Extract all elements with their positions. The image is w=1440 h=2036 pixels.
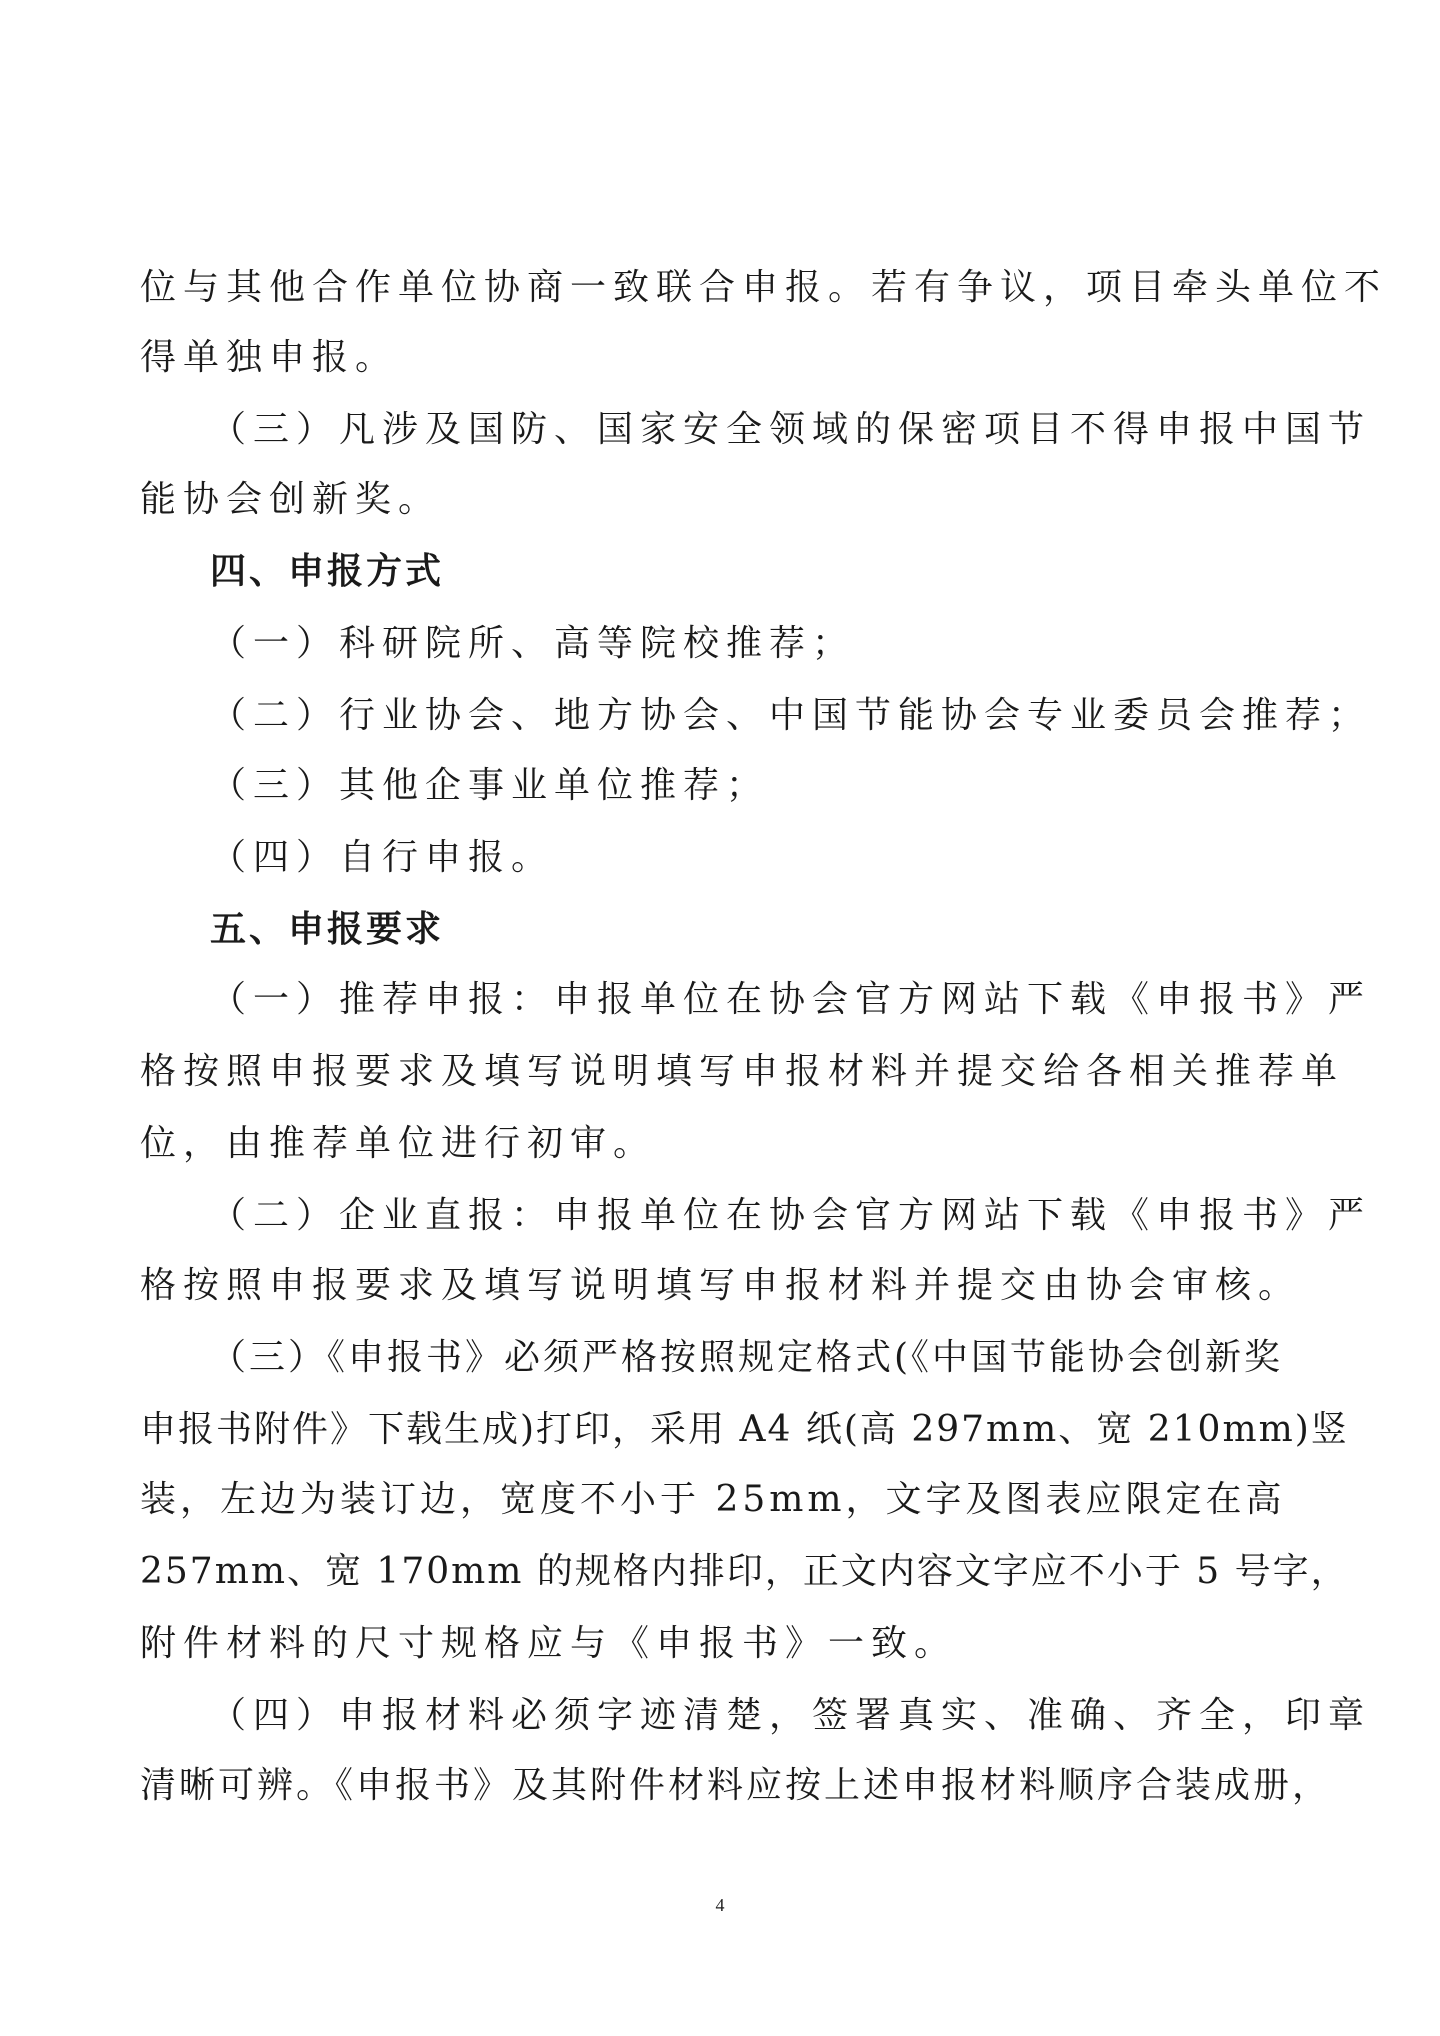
- paragraph-line: 位，由推荐单位进行初审。: [140, 1123, 657, 1164]
- paragraph-line: 格按照申报要求及填写说明填写申报材料并提交由协会审核。: [140, 1265, 1302, 1306]
- paragraph-line: （一）推荐申报：申报单位在协会官方网站下载《申报书》严: [210, 979, 1372, 1020]
- paragraph-line: （二）企业直报：申报单位在协会官方网站下载《申报书》严: [210, 1195, 1372, 1236]
- paragraph-line: （三）凡涉及国防、国家安全领域的保密项目不得申报中国节: [210, 409, 1372, 450]
- paragraph-line: 位与其他合作单位协商一致联合申报。若有争议，项目牵头单位不: [140, 267, 1388, 308]
- paragraph-line: （三）《申报书》必须严格按照规定格式(《中国节能协会创新奖: [210, 1337, 1284, 1378]
- list-item: （三）其他企事业单位推荐；: [210, 765, 770, 806]
- section-heading: 四、申报方式: [210, 551, 445, 592]
- paragraph-line: 清晰可辨。《申报书》及其附件材料应按上述申报材料顺序合装成册，: [140, 1765, 1332, 1806]
- section-heading: 五、申报要求: [210, 909, 445, 950]
- paragraph-line: 能协会创新奖。: [140, 479, 442, 520]
- paragraph-line: 格按照申报要求及填写说明填写申报材料并提交给各相关推荐单: [140, 1051, 1345, 1092]
- paragraph-line: 得单独申报。: [140, 337, 399, 378]
- page-number: 4: [715, 1895, 725, 1915]
- paragraph-line: 257mm、宽 170mm 的规格内排印，正文内容文字应不小于 5 号字，: [140, 1551, 1349, 1592]
- list-item: （二）行业协会、地方协会、中国节能协会专业委员会推荐；: [210, 695, 1372, 736]
- list-item: （一）科研院所、高等院校推荐；: [210, 623, 856, 664]
- list-item: （四）自行申报。: [210, 837, 555, 878]
- paragraph-line: （四）申报材料必须字迹清楚，签署真实、准确、齐全，印章: [210, 1695, 1372, 1736]
- paragraph-line: 申报书附件》下载生成)打印，采用 A4 纸(高 297mm、宽 210mm)竖: [140, 1409, 1349, 1450]
- paragraph-line: 附件材料的尺寸规格应与《申报书》一致。: [140, 1623, 958, 1664]
- paragraph-line: 装，左边为装订边，宽度不小于 25mm，文字及图表应限定在高: [140, 1479, 1286, 1520]
